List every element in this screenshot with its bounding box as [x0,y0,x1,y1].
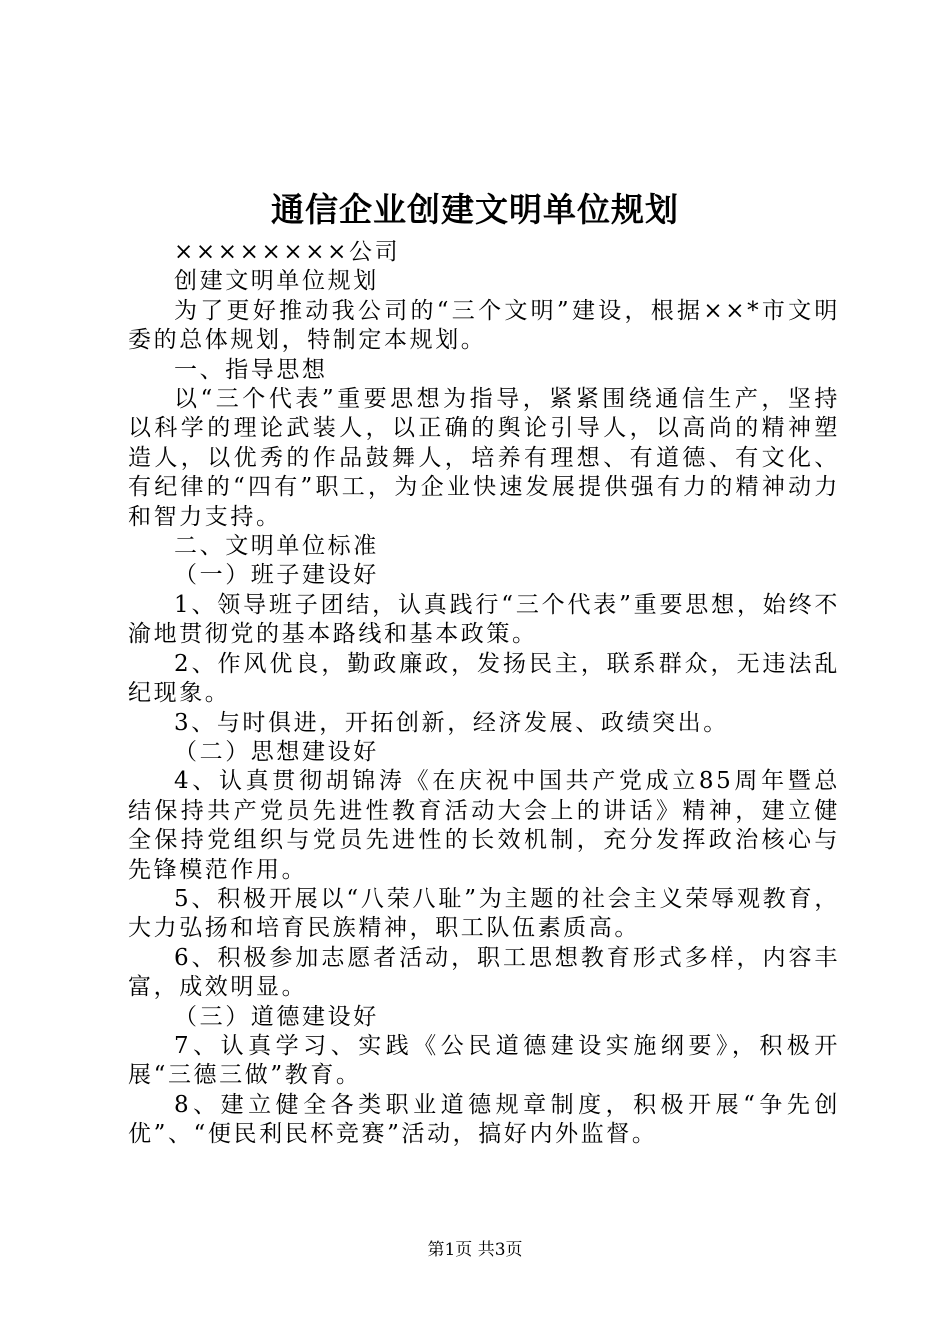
subsection-heading-ideology: （二）思想建设好 [174,738,379,765]
document-body [128,238,840,1150]
list-item-5: 5、积极开展以“八荣八耻”为主题的社会主义荣辱观教育，大力弘扬和培育民族精神，职工队伍素质高。 [128,885,840,942]
section-heading-guiding-thought: 一、指导思想 [174,356,328,383]
list-item-2: 2、作风优良，勤政廉政，发扬民主，联系群众，无违法乱纪现象。 [128,650,840,707]
list-item-4: 4、认真贯彻胡锦涛《在庆祝中国共产党成立85周年暨总结保持共产党员先进性教育活动大会上的讲话》精神，建立健全保持党组织与党员先进性的长效机制，充分发挥政治核心与先锋模范作用。 [128,768,840,883]
company-name-line: ××××××××公司 [174,239,401,265]
list-item-7: 7、认真学习、实践《公民道德建设实施纲要》，积极开展“三德三做”教育。 [128,1032,840,1089]
subsection-heading-morality: （三）道德建设好 [174,1003,379,1030]
list-item-1: 1、领导班子团结，认真践行“三个代表”重要思想，始终不渝地贯彻党的基本路线和基本政策。 [128,591,840,648]
page-footer: 第1页 共3页 [427,1240,523,1260]
list-item-6: 6、积极参加志愿者活动，职工思想教育形式多样，内容丰富，成效明显。 [128,944,840,1001]
intro-paragraph: 为了更好推动我公司的“三个文明”建设，根据××*市文明委的总体规划，特制定本规划。 [128,297,840,354]
list-item-3: 3、与时俱进，开拓创新，经济发展、政绩突出。 [174,709,729,736]
guiding-thought-paragraph: 以“三个代表”重要思想为指导，紧紧围绕通信生产，坚持以科学的理论武装人，以正确的舆论引导人，以高尚的精神塑造人，以优秀的作品鼓舞人，培养有理想、有道德、有文化、有纪律的“四有”职工，为企业快速发展提供强有力的精神动力和智力支持。 [128,386,840,530]
subsection-heading-leadership: （一）班子建设好 [174,562,379,589]
section-heading-standards: 二、文明单位标准 [174,533,379,560]
list-item-8: 8、建立健全各类职业道德规章制度，积极开展“争先创优”、“便民利民杯竞赛”活动，搞好内外监督。 [128,1091,840,1148]
document-title: 通信企业创建文明单位规划 [271,190,679,229]
subtitle-line: 创建文明单位规划 [174,268,379,295]
